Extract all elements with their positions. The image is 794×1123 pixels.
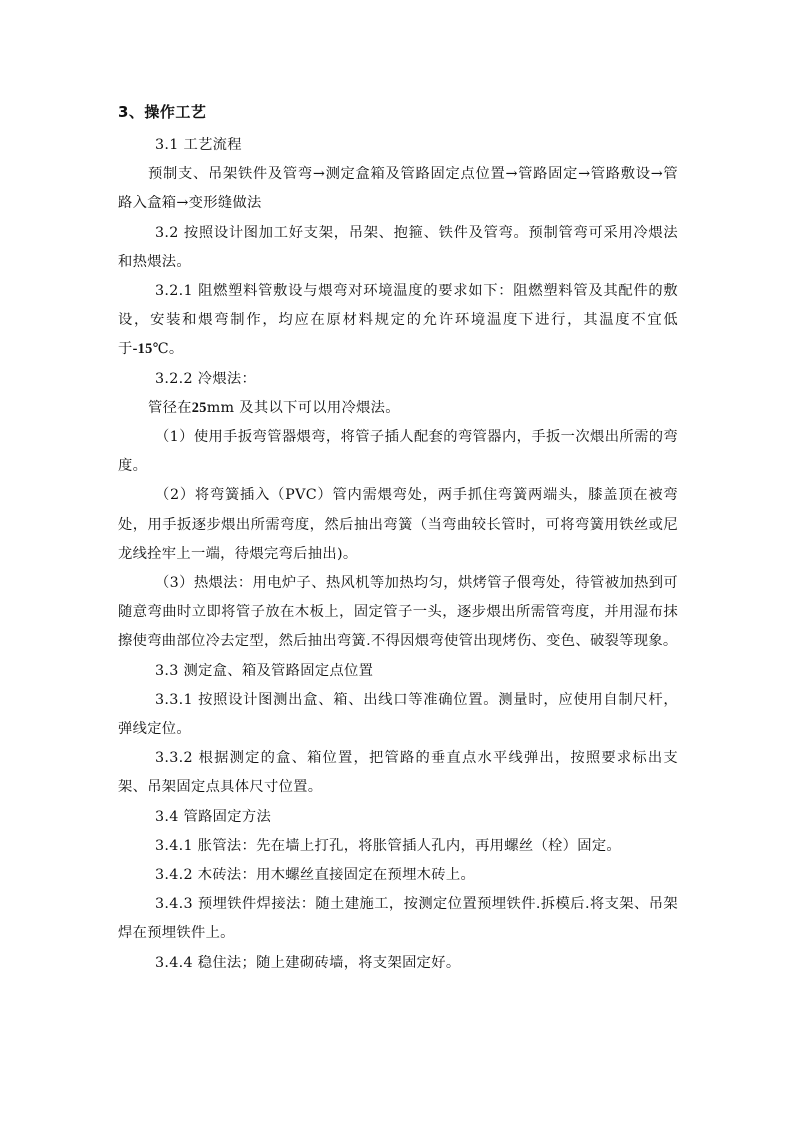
list-item-2: （2）将弯簧插入（PVC）管内需煨弯处，两手抓住弯簧两端头，膝盖顶在被弯处，用手扳逐步煨出所需弯度，然后抽出弯簧（当弯曲较长管时，可将弯簧用铁丝或尼龙线拴牢上一端，待煨完弯后抽出)。 xyxy=(118,487,678,562)
paragraph-3-2-2: 3.2.2 冷煨法： xyxy=(155,370,257,387)
pipe-diameter-prefix: 管径在 xyxy=(148,399,192,416)
paragraph-3-3-1: 3.3.1 按照设计图测出盒、箱、出线口等准确位置。测量时，应使用自制尺杆，弹线定位。 xyxy=(118,691,678,738)
paragraph-3-4-4: 3.4.4 稳住法；随上建砌砖墙，将支架固定好。 xyxy=(155,954,461,971)
paragraph-3-4-2: 3.4.2 木砖法：用木螺丝直接固定在预埋木砖上。 xyxy=(155,867,476,884)
temperature-value: -15 xyxy=(132,341,153,358)
paragraph-3-2-1 xyxy=(118,277,678,365)
paragraph-3-4-3: 3.4.3 预埋铁件焊接法：随土建施工，按测定位置预埋铁件.拆模后.将支架、吊架焊在预埋铁件上。 xyxy=(118,896,678,942)
list-item-3: （3）热煨法：用电炉子、热风机等加热均匀，烘烤管子偎弯处，待管被加热到可随意弯曲时立即将管子放在木板上，固定管子一头，逐步煨出所需管弯度，并用湿布抹擦使弯曲部位冷去定型，然后抽出弯簧.不得因煨弯使管出现烤伤、变色、破裂等现象。 xyxy=(118,575,678,650)
paragraph-pipe-diameter xyxy=(118,394,678,423)
section-body xyxy=(118,131,678,978)
paragraph-3-4: 3.4 管路固定方法 xyxy=(155,808,272,825)
paragraph-3-1: 3.1 工艺流程 xyxy=(155,137,242,153)
temperature-unit: ℃。 xyxy=(152,341,184,358)
section-heading: 3、操作工艺 xyxy=(118,103,207,121)
paragraph-3-2-1-text: 3.2.1 阻燃塑料管敷设与煨弯对环境温度的要求如下：阻燃塑料管及其配件的敷设，安装和煨弯制作，均应在原材料规定的允许环境温度下进行，其温度不宜低于 xyxy=(118,283,678,358)
paragraph-3-3-2: 3.3.2 根据测定的盒、箱位置，把管路的垂直点水平线弹出，按照要求标出支架、吊架固定点具体尺寸位置。 xyxy=(118,750,678,796)
paragraph-3-4-1: 3.4.1 胀管法：先在墙上打孔，将胀管插人孔内，再用螺丝（栓）固定。 xyxy=(155,837,622,854)
paragraph-3-2: 3.2 按照设计图加工好支架，吊架、抱箍、铁件及管弯。预制管弯可采用冷煨法和热煨法。 xyxy=(118,224,678,270)
paragraph-process-flow: 预制支、吊架铁件及管弯→测定盒箱及管路固定点位置→管路固定→管路敷设→管路入盒箱→变形缝做法 xyxy=(118,166,678,212)
list-item-1: （1）使用手扳弯管器煨弯，将管子插人配套的弯管器内，手扳一次煨出所需的弯度。 xyxy=(118,429,678,475)
pipe-diameter-value: 25 xyxy=(191,399,207,416)
pipe-diameter-suffix: mm 及其以下可以用冷煨法。 xyxy=(206,399,400,416)
paragraph-3-3: 3.3 测定盒、箱及管路固定点位置 xyxy=(155,662,374,679)
